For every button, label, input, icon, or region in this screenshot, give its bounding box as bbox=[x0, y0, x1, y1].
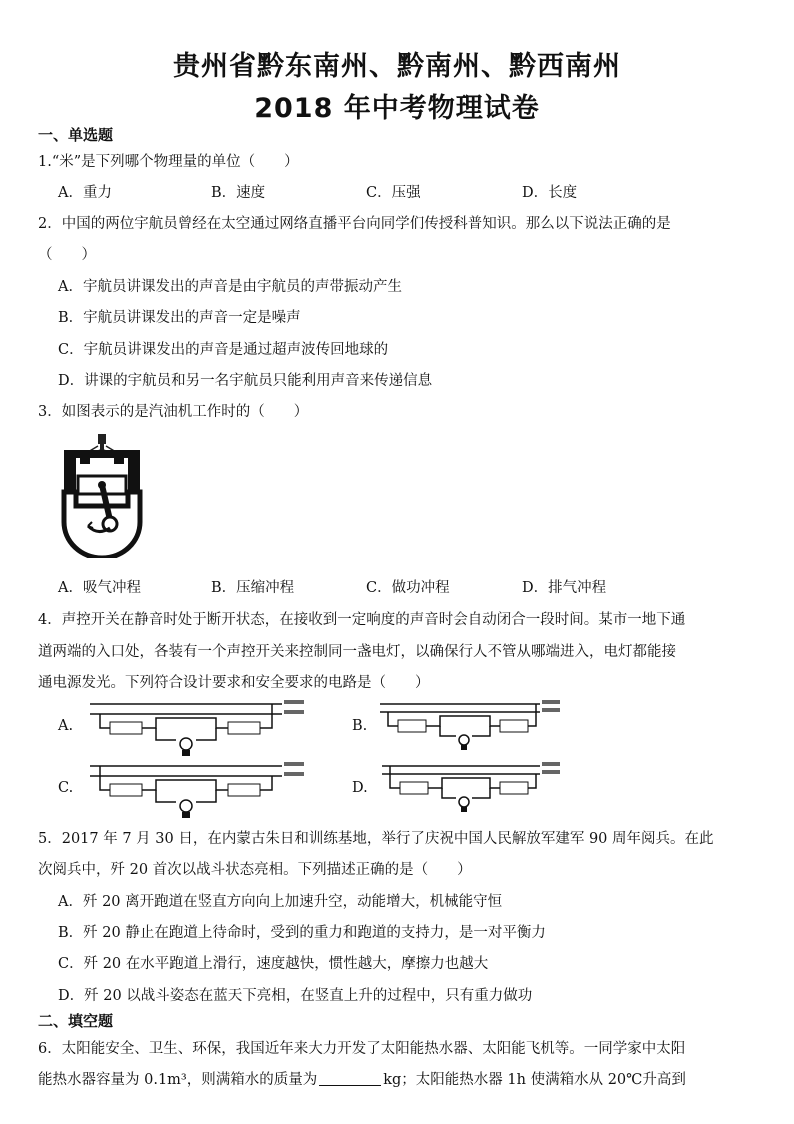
question-3-stem: 3．如图表示的是汽油机工作时的（ ） bbox=[38, 404, 309, 420]
question-5-option-a: A．歼 20 离开跑道在竖直方向向上加速升空，动能增大，机械能守恒 bbox=[58, 894, 503, 910]
question-2-option-d: D．讲课的宇航员和另一名宇航员只能利用声音来传递信息 bbox=[58, 373, 433, 389]
question-6-stem-line2 bbox=[38, 1068, 686, 1089]
question-5-stem-line2: 次阅兵中，歼 20 首次以战斗状态亮相。下列描述正确的是（ ） bbox=[38, 862, 472, 878]
question-1-option-c: C．压强 bbox=[366, 185, 421, 201]
question-3-option-c: C．做功冲程 bbox=[366, 580, 450, 596]
question-2-option-a: A．宇航员讲课发出的声音是由宇航员的声带振动产生 bbox=[58, 279, 402, 295]
question-1-stem: 1.“米”是下列哪个物理量的单位（ ） bbox=[38, 154, 299, 170]
circuit-diagram-c bbox=[86, 760, 308, 822]
question-5-option-d: D．歼 20 以战斗姿态在蓝天下亮相，在竖直上升的过程中，只有重力做功 bbox=[58, 988, 533, 1004]
question-3-option-b: B．压缩冲程 bbox=[211, 580, 295, 596]
exam-title-line2: 2018 年中考物理试卷 bbox=[254, 93, 540, 124]
question-4-stem-line3: 通电源发光。下列符合设计要求和安全要求的电路是（ ） bbox=[38, 675, 430, 691]
question-1-option-b: B．速度 bbox=[211, 185, 266, 201]
question-2-option-c: C．宇航员讲课发出的声音是通过超声波传回地球的 bbox=[58, 342, 389, 358]
question-2-stem-line1: 2．中国的两位宇航员曾经在太空通过网络直播平台向同学们传授科普知识。那么以下说法正确的是 bbox=[38, 216, 671, 232]
question-5-option-c: C．歼 20 在水平跑道上滑行，速度越快，惯性越大，摩擦力也越大 bbox=[58, 956, 489, 972]
question-6-text-before-blank: 能热水器容量为 0.1m³，则满箱水的质量为 bbox=[38, 1072, 318, 1088]
question-5-option-b: B．歼 20 静止在跑道上待命时，受到的重力和跑道的支持力，是一对平衡力 bbox=[58, 925, 546, 941]
section-heading-fill-blank: 二、填空题 bbox=[38, 1012, 114, 1030]
circuit-diagram-a bbox=[86, 698, 308, 760]
exam-title-line1: 贵州省黔东南州、黔南州、黔西南州 bbox=[173, 51, 621, 82]
question-1-option-a: A．重力 bbox=[58, 185, 112, 201]
question-6-text-after-blank: kg；太阳能热水器 1h 使满箱水从 20℃升高到 bbox=[383, 1072, 686, 1088]
question-2-stem-line2: （ ） bbox=[38, 247, 96, 263]
question-4-stem-line2: 道两端的入口处，各装有一个声控开关来控制同一盏电灯，以确保行人不管从哪端进入，电灯都能接 bbox=[38, 644, 676, 660]
circuit-option-c-label: C. bbox=[58, 780, 74, 796]
question-3-option-a: A．吸气冲程 bbox=[58, 580, 141, 596]
question-3-option-d: D．排气冲程 bbox=[522, 580, 607, 596]
gasoline-engine-figure bbox=[58, 432, 146, 558]
circuit-option-a-label: A. bbox=[58, 718, 74, 734]
circuit-option-b-label: B. bbox=[352, 718, 368, 734]
question-2-option-b: B．宇航员讲课发出的声音一定是噪声 bbox=[58, 310, 301, 326]
circuit-option-d-label: D. bbox=[352, 780, 368, 796]
question-5-stem-line1: 5．2017 年 7 月 30 日，在内蒙古朱日和训练基地，举行了庆祝中国人民解放军建军 90 周年阅兵。在此 bbox=[38, 831, 714, 847]
circuit-diagram-b bbox=[376, 698, 564, 756]
question-1-option-d: D．长度 bbox=[522, 185, 578, 201]
question-6-stem-line1: 6．太阳能安全、卫生、环保，我国近年来大力开发了太阳能热水器、太阳能飞机等。一同学家中太阳 bbox=[38, 1041, 686, 1057]
question-6-answer-blank[interactable] bbox=[319, 1071, 381, 1086]
question-4-stem-line1: 4．声控开关在静音时处于断开状态，在接收到一定响度的声音时会自动闭合一段时间。某市一地下通 bbox=[38, 612, 686, 628]
circuit-diagram-d bbox=[378, 760, 564, 818]
section-heading-single-choice: 一、单选题 bbox=[38, 126, 114, 144]
